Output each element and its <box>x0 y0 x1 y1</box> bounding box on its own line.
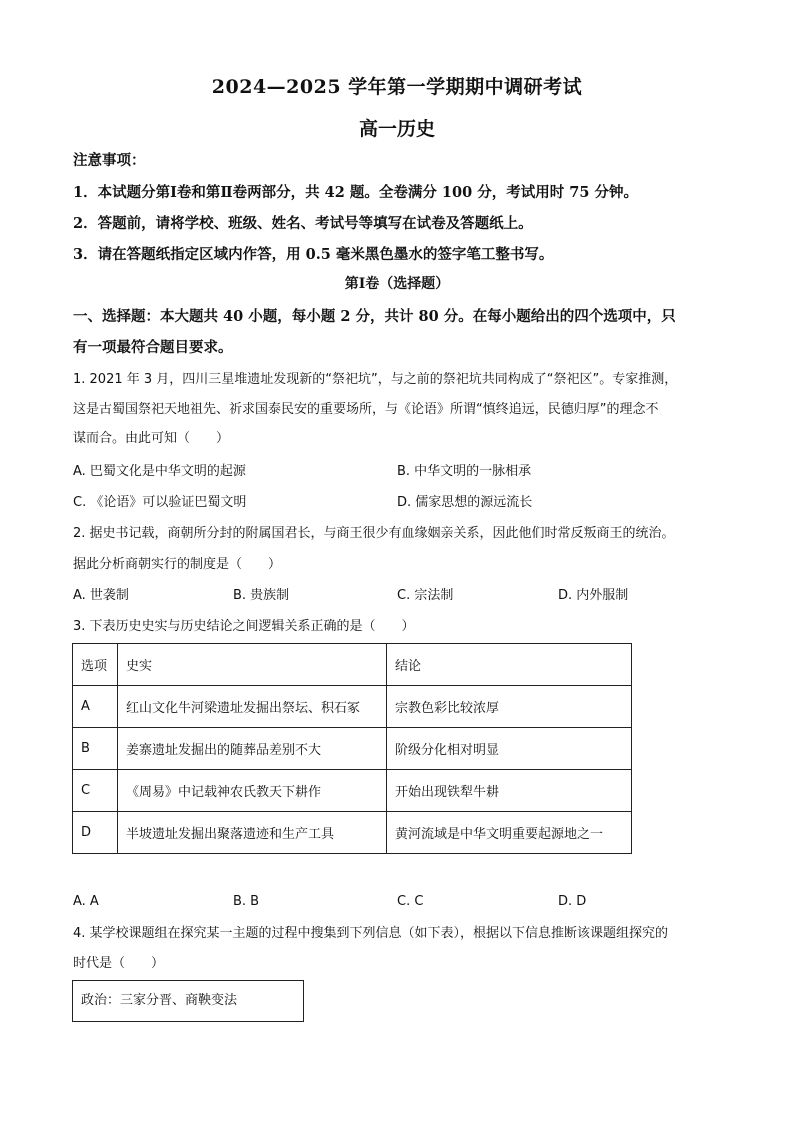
table-cell: 姜寨遗址发掘出的随葬品差别不大 <box>118 728 387 770</box>
table-header-cell: 选项 <box>73 644 118 686</box>
table-row <box>73 728 632 770</box>
info-box: 政治：三家分晋、商鞅变法 <box>72 980 304 1022</box>
exam-subject: 高一历史 <box>358 118 435 140</box>
table-cell: 开始出现铁犁牛耕 <box>387 770 632 812</box>
option-b: B. B <box>233 894 260 909</box>
section-intro: 一、选择题：本大题共 40 小题，每小题 2 分，共计 80 分。在每小题给出的四个选项中，只 <box>73 308 676 325</box>
section-title: 第Ⅰ卷（选择题） <box>344 276 450 292</box>
question-stem: 谋而合。由此可知（ ） <box>73 431 230 446</box>
table-row <box>73 770 632 812</box>
section-intro: 有一项最符合题目要求。 <box>73 339 233 356</box>
notice-item: 1．本试题分第Ⅰ卷和第Ⅱ卷两部分，共 42 题。全卷满分 100 分，考试用时 75 分钟。 <box>73 184 639 201</box>
table-cell: B <box>73 728 118 770</box>
table-cell: A <box>73 686 118 728</box>
table-cell: D <box>73 812 118 854</box>
question-stem: 4. 某学校课题组在探究某一主题的过程中搜集到下列信息（如下表），根据以下信息推断该课题组探究的 <box>73 926 669 941</box>
option-b: B. 中华文明的一脉相承 <box>397 464 532 479</box>
option-d: D. 儒家思想的源远流长 <box>397 495 533 510</box>
notice-item: 2．答题前，请将学校、班级、姓名、考试号等填写在试卷及答题纸上。 <box>73 215 533 232</box>
notice-heading: 注意事项： <box>73 152 146 169</box>
option-b: B. 贵族制 <box>233 588 290 603</box>
option-a: A. A <box>73 894 99 909</box>
question-stem: 时代是（ ） <box>73 956 165 971</box>
option-c: C. 宗法制 <box>397 588 454 603</box>
table-cell: 半坡遗址发掘出聚落遗迹和生产工具 <box>118 812 387 854</box>
question-stem: 这是古蜀国祭祀天地祖先、祈求国泰民安的重要场所，与《论语》所谓“慎终追远，民德归厚”的理念不 <box>73 402 659 417</box>
table-cell: C <box>73 770 118 812</box>
table-row <box>73 812 632 854</box>
question-stem: 据此分析商朝实行的制度是（ ） <box>73 557 282 572</box>
table-cell: 红山文化牛河梁遗址发掘出祭坛、积石冢 <box>118 686 387 728</box>
option-d: D. 内外服制 <box>558 588 629 603</box>
table-header-cell: 结论 <box>387 644 632 686</box>
option-d: D. D <box>558 894 587 909</box>
table-header-row <box>73 644 632 686</box>
history-table <box>72 643 632 854</box>
option-c: C. C <box>397 894 424 909</box>
option-a: A. 世袭制 <box>73 588 129 603</box>
notice-item: 3．请在答题纸指定区域内作答，用 0.5 毫米黑色墨水的签字笔工整书写。 <box>73 246 554 263</box>
question-stem: 2. 据史书记载，商朝所分封的附属国君长，与商王很少有血缘姻亲关系，因此他们时常反叛商王的统治。 <box>73 526 675 541</box>
option-a: A. 巴蜀文化是中华文明的起源 <box>73 464 246 479</box>
table-cell: 《周易》中记载神农氏教天下耕作 <box>118 770 387 812</box>
question-stem: 3. 下表历史史实与历史结论之间逻辑关系正确的是（ ） <box>73 619 415 634</box>
exam-title: 2024—2025 学年第一学期期中调研考试 <box>211 76 583 98</box>
option-c: C. 《论语》可以验证巴蜀文明 <box>73 495 247 510</box>
question-stem: 1. 2021 年 3 月，四川三星堆遗址发现新的“祭祀坑”，与之前的祭祀坑共同构成了“祭祀区”。专家推测， <box>73 372 678 387</box>
table-cell: 阶级分化相对明显 <box>387 728 632 770</box>
table-row <box>73 686 632 728</box>
table-cell: 宗教色彩比较浓厚 <box>387 686 632 728</box>
table-header-cell: 史实 <box>118 644 387 686</box>
table-cell: 黄河流域是中华文明重要起源地之一 <box>387 812 632 854</box>
